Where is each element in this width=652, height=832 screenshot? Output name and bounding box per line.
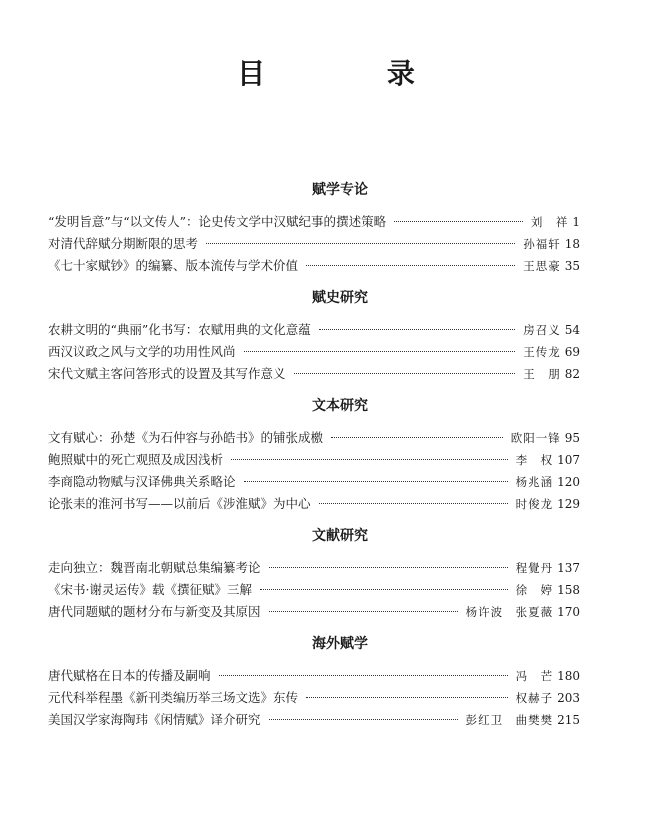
leader-dots — [306, 253, 515, 266]
leader-dots — [260, 577, 508, 590]
entry-author: 杨兆涵 — [515, 475, 554, 489]
entry-page: 54 — [564, 323, 580, 337]
leader-dots — [319, 317, 515, 330]
entry-page: 69 — [564, 345, 580, 359]
toc-entry[interactable] — [48, 234, 580, 254]
toc-entry[interactable] — [48, 320, 580, 340]
entry-title: 李商隐动物赋与汉译佛典关系略论 — [48, 474, 236, 489]
entry-page: 180 — [557, 669, 580, 683]
entry-author: 王 朋 — [523, 367, 561, 381]
toc-entry[interactable] — [48, 580, 580, 600]
entry-page: 215 — [557, 713, 580, 727]
page-title: 目 录 — [237, 57, 471, 90]
toc-entry[interactable] — [48, 710, 580, 730]
entry-author: 刘 祥 — [530, 215, 569, 229]
entry-title: 唐代赋格在日本的传播及嗣响 — [48, 668, 211, 683]
toc-entry[interactable] — [48, 602, 580, 622]
entry-author: 徐 婷 — [515, 583, 554, 597]
toc-entry[interactable] — [48, 428, 580, 448]
leader-dots — [394, 209, 523, 222]
leader-dots — [294, 361, 516, 374]
entry-page: 95 — [564, 431, 580, 445]
entry-title: 对清代辞赋分期断限的思考 — [48, 236, 199, 251]
entry-title: 文有赋心：孙楚《为石仲容与孙皓书》的铺张成檄 — [48, 430, 324, 445]
entry-title: “发明旨意”与“以文传人”：论史传文学中汉赋纪事的撰述策略 — [48, 214, 387, 229]
leader-dots — [206, 231, 515, 244]
leader-dots — [331, 425, 503, 438]
entry-author: 权赫子 — [515, 691, 554, 705]
entry-author: 程覺丹 — [515, 561, 554, 575]
entry-title: 《宋书·谢灵运传》载《撰征赋》三解 — [48, 582, 252, 597]
toc-entry[interactable] — [48, 364, 580, 384]
entry-title: 元代科举程墨《新刊类编历举三场文选》东传 — [48, 690, 299, 705]
entry-page: 82 — [564, 367, 580, 381]
leader-dots — [306, 685, 508, 698]
entry-author: 李 权 — [515, 453, 554, 467]
toc-entry[interactable] — [48, 688, 580, 708]
entry-page: 1 — [572, 215, 580, 229]
section-heading: 文本研究 — [312, 398, 368, 414]
entry-page: 18 — [564, 237, 580, 251]
section-heading: 文献研究 — [312, 528, 368, 544]
toc-entry[interactable] — [48, 666, 580, 686]
entry-author: 杨许波 张夏薇 — [465, 605, 554, 619]
entry-title: 农耕文明的“典丽”化书写：农赋用典的文化意蕴 — [48, 322, 311, 337]
toc-entry[interactable] — [48, 472, 580, 492]
leader-dots — [231, 447, 508, 460]
entry-title: 宋代文赋主客问答形式的设置及其写作意义 — [48, 366, 286, 381]
toc-entry[interactable] — [48, 212, 580, 232]
entry-title: 唐代同题赋的题材分布与新变及其原因 — [48, 604, 261, 619]
leader-dots — [269, 707, 458, 720]
entry-author: 房召义 — [523, 323, 561, 337]
entry-author: 王思豪 — [523, 259, 561, 273]
entry-page: 170 — [557, 605, 580, 619]
entry-page: 120 — [557, 475, 580, 489]
leader-dots — [319, 491, 508, 504]
entry-page: 35 — [564, 259, 580, 273]
toc-entry[interactable] — [48, 342, 580, 362]
leader-dots — [269, 555, 508, 568]
entry-title: 《七十家赋钞》的编纂、版本流传与学术价值 — [48, 258, 299, 273]
entry-title: 西汉议政之风与文学的功用性风尚 — [48, 344, 236, 359]
entry-title: 论张耒的淮河书写——以前后《涉淮赋》为中心 — [48, 496, 311, 511]
toc-entry[interactable] — [48, 494, 580, 514]
entry-title: 美国汉学家海陶玮《闲情赋》译介研究 — [48, 712, 261, 727]
section-heading: 赋史研究 — [312, 290, 368, 306]
entry-author: 彭红卫 曲樊樊 — [465, 713, 554, 727]
entry-author: 欧阳一锋 — [510, 431, 561, 445]
leader-dots — [269, 599, 458, 612]
toc-entry[interactable] — [48, 256, 580, 276]
entry-author: 时俊龙 — [515, 497, 554, 511]
entry-author: 王传龙 — [523, 345, 561, 359]
section-heading: 海外赋学 — [312, 636, 368, 652]
leader-dots — [244, 339, 516, 352]
toc-entry[interactable] — [48, 450, 580, 470]
entry-author: 冯 芒 — [515, 669, 554, 683]
leader-dots — [219, 663, 508, 676]
entry-page: 129 — [557, 497, 580, 511]
toc-entry[interactable] — [48, 558, 580, 578]
entry-page: 203 — [557, 691, 580, 705]
entry-page: 158 — [557, 583, 580, 597]
entry-title: 鲍照赋中的死亡观照及成因浅析 — [48, 452, 224, 467]
entry-page: 107 — [557, 453, 580, 467]
section-heading: 赋学专论 — [312, 182, 368, 198]
leader-dots — [244, 469, 508, 482]
entry-title: 走向独立：魏晋南北朝赋总集编纂考论 — [48, 560, 261, 575]
entry-page: 137 — [557, 561, 580, 575]
entry-author: 孙福轩 — [523, 237, 561, 251]
